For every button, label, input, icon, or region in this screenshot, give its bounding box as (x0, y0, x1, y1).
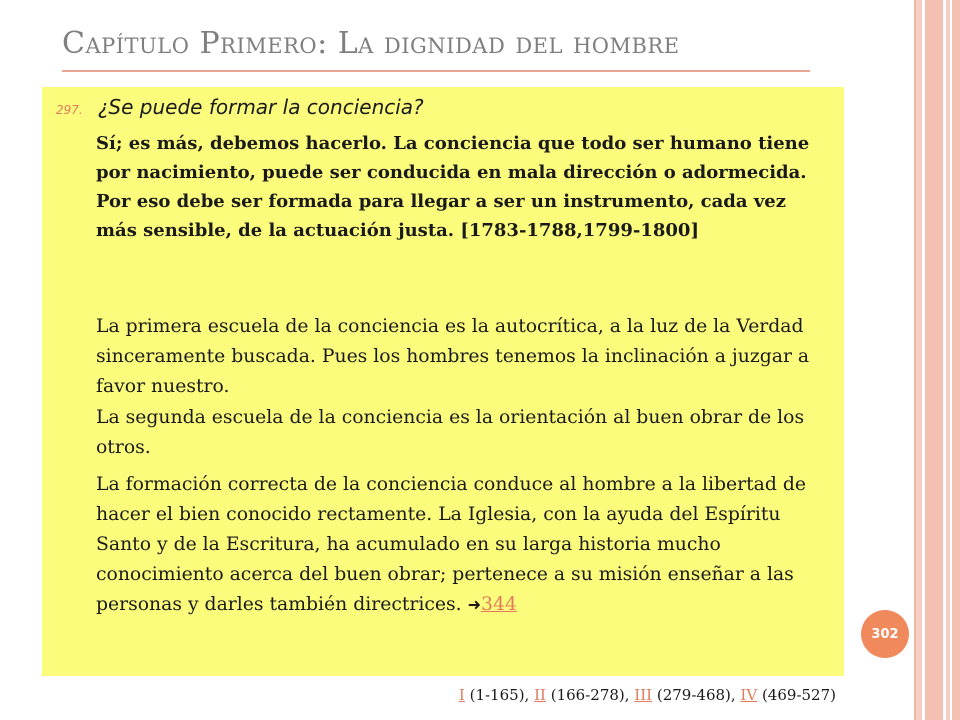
stripe (952, 0, 960, 720)
footer-link-part-2[interactable]: II (534, 686, 546, 704)
stripe (946, 0, 950, 720)
answer-text: Sí; es más, debemos hacerlo. La conciencia que todo ser humano tiene por nacimiento, puede ser conducida en mala dirección o adormecida. Por eso debe ser formada para llegar a ser un instrumento, cada vez más sensible, de la actuación justa. [1783-1788,1799-1800] (96, 133, 810, 241)
page-number-badge: 302 (861, 610, 909, 658)
arrow-right-icon: ➜ (467, 595, 482, 614)
footer-range-part-1: (1-165), (464, 686, 535, 704)
cross-reference-link[interactable]: 344 (481, 594, 517, 615)
footer-link-part-3[interactable]: III (634, 686, 653, 704)
stripe (916, 0, 922, 720)
title-underline (62, 70, 810, 72)
stripe (925, 0, 943, 720)
slide-title: Capítulo Primero: La dignidad del hombre (62, 26, 680, 61)
paragraph-3 (96, 470, 836, 620)
footer-link-part-1[interactable]: I (458, 686, 465, 704)
paragraph-1: La primera escuela de la conciencia es la autocrítica, a la luz de la Verdad sinceramente buscada. Pues los hombres tenemos la inclinación a juzgar a favor nuestro. (96, 316, 810, 397)
question-number: 297. (56, 103, 83, 117)
footer-navigation (459, 686, 836, 704)
footer-range-part-2: (166-278), (545, 686, 635, 704)
footer-range-part-4: (469-527) (757, 686, 836, 704)
paragraph-2: La segunda escuela de la conciencia es la orientación al buen obrar de los otros. (96, 407, 805, 458)
footer-link-part-4[interactable]: IV (740, 686, 758, 704)
question-text: ¿Se puede formar la conciencia? (97, 95, 424, 119)
decorative-stripes (916, 0, 960, 720)
paragraph-3-text: La formación correcta de la conciencia conduce al hombre a la libertad de hacer el bien conocido rectamente. La Iglesia, con la ayuda del Espíritu Santo y de la Escritura, ha acumulado en su larga historia mucho conocimiento acerca del buen obrar; pertenece a su misión enseñar a las personas y darles también directrices. (96, 474, 807, 615)
footer-range-part-3: (279-468), (652, 686, 741, 704)
question-row (56, 95, 424, 119)
content-panel (42, 87, 844, 676)
